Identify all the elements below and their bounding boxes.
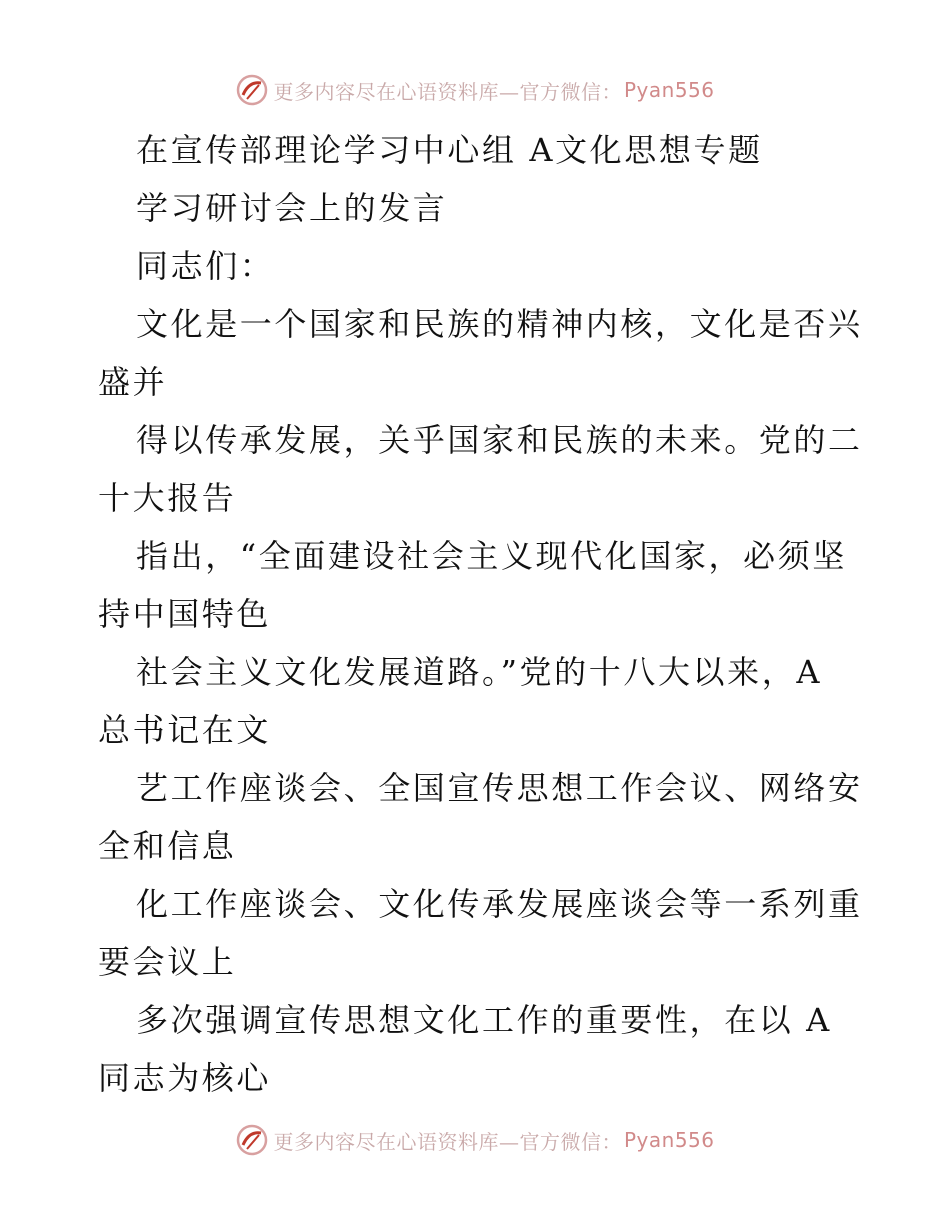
text-line: 同志为核心 <box>98 1059 272 1097</box>
text-line: 在宣传部理论学习中心组 A文化思想专题 <box>136 131 763 169</box>
text-line: 指出，“全面建设社会主义现代化国家，必须坚 <box>136 537 847 575</box>
text-line: 艺工作座谈会、全国宣传思想工作会议、网络安 <box>136 769 863 807</box>
watermark-text: 更多内容尽在心语资料库—官方微信： <box>273 1129 622 1154</box>
text-line: 文化是一个国家和民族的精神内核，文化是否兴 <box>136 305 863 343</box>
text-line: 盛并 <box>98 363 168 401</box>
text-line: 多次强调宣传思想文化工作的重要性，在以 A <box>136 1001 832 1039</box>
watermark-text: 更多内容尽在心语资料库—官方微信： <box>273 79 622 104</box>
watermark-id: Pyan556 <box>623 78 715 102</box>
watermark-header <box>0 70 950 110</box>
text-line: 十大报告 <box>98 479 237 517</box>
text-line: 得以传承发展，关乎国家和民族的未来。党的二 <box>136 421 863 459</box>
watermark-id: Pyan556 <box>623 1128 715 1152</box>
text-line: 同志们： <box>136 247 275 285</box>
seal-logo-icon <box>235 73 269 107</box>
text-line: 全和信息 <box>98 827 237 865</box>
text-line: 社会主义文化发展道路。”党的十八大以来，A <box>136 653 823 691</box>
seal-logo-icon <box>235 1123 269 1157</box>
text-line: 学习研讨会上的发言 <box>136 189 448 227</box>
text-line: 要会议上 <box>98 943 237 981</box>
text-line: 总书记在文 <box>98 711 272 749</box>
text-line: 持中国特色 <box>98 595 272 633</box>
text-line: 化工作座谈会、文化传承发展座谈会等一系列重 <box>136 885 863 923</box>
watermark-footer <box>0 1120 950 1160</box>
